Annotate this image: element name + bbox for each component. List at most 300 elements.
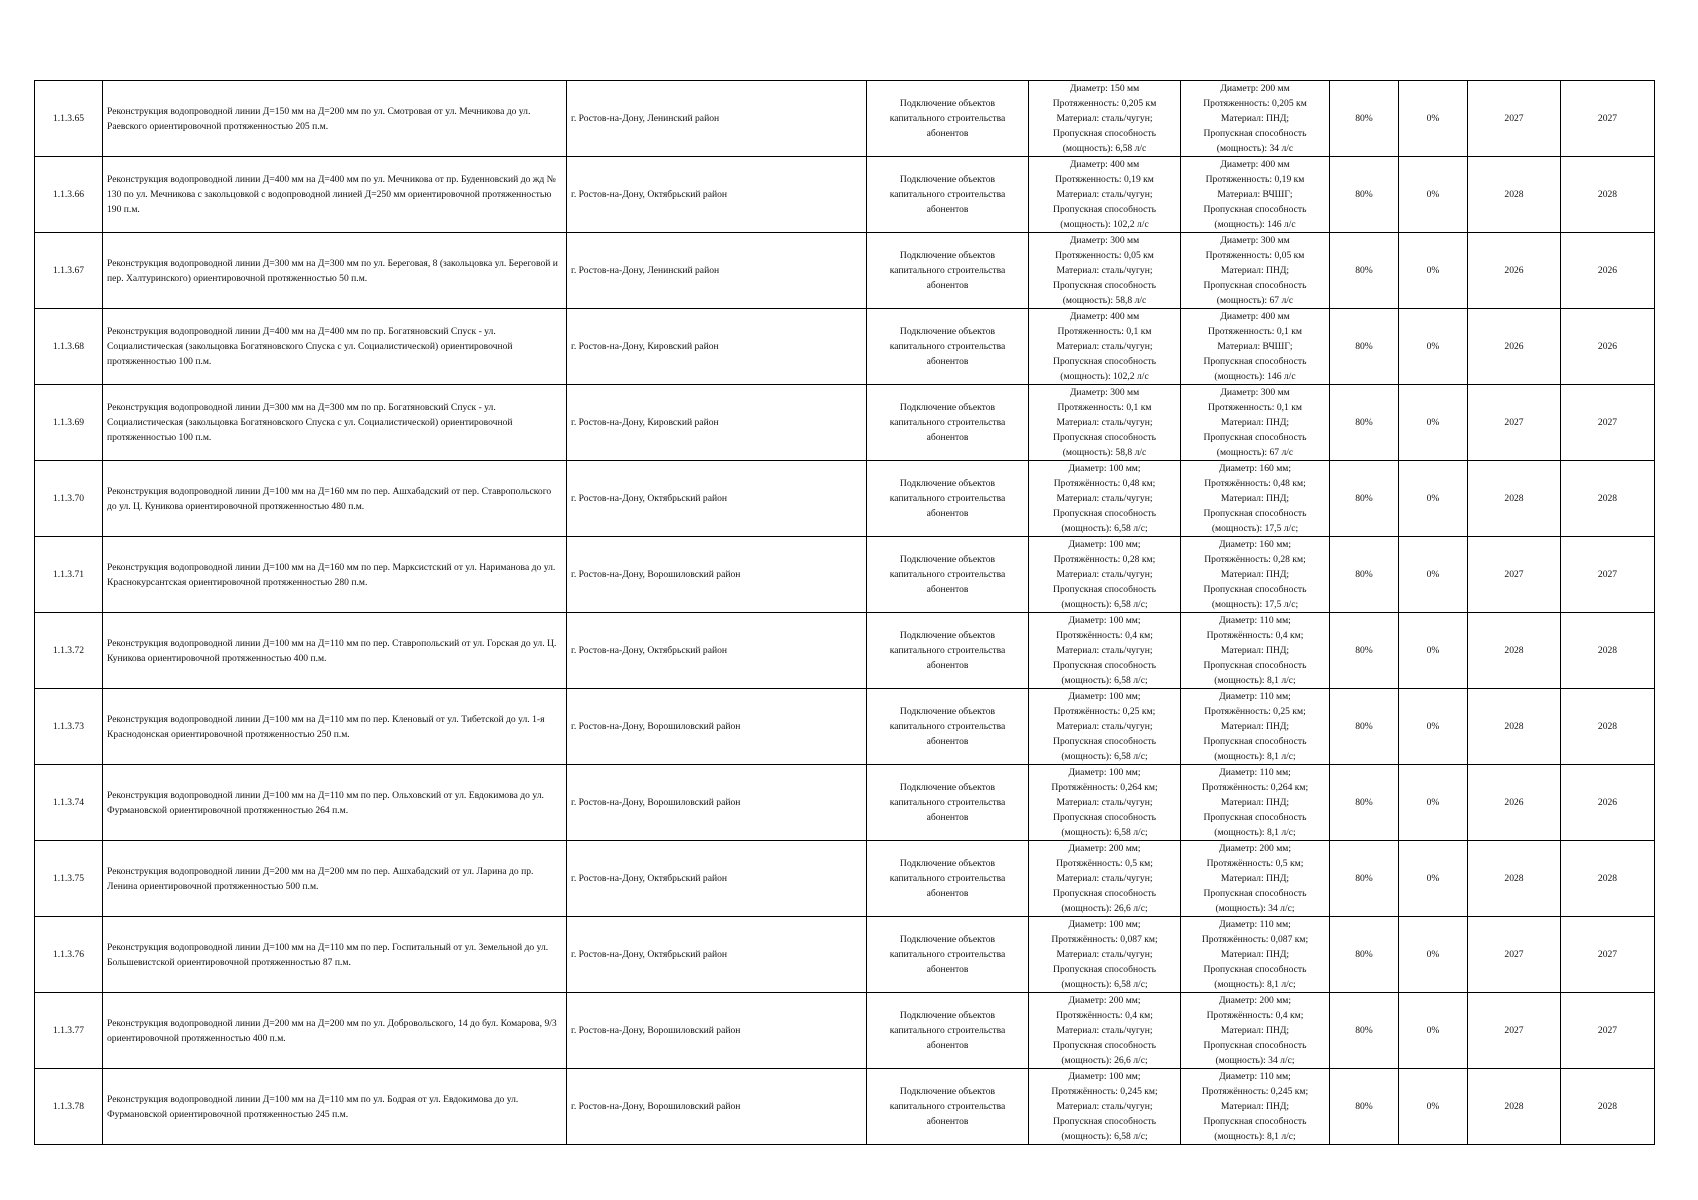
- spec-line: Материал: сталь/чугун;: [1056, 341, 1153, 352]
- year-start: 2026: [1468, 309, 1561, 385]
- spec-line: Диаметр: 110 мм;: [1219, 691, 1291, 702]
- project-name: Реконструкция водопроводной линии Д=200 мм на Д=200 мм по пер. Ашхабадский от ул. Ларина до пр. Ленина ориентировочной протяженностью 500 п.м.: [103, 841, 567, 917]
- spec-line: (мощность): 6,58 л/с;: [1061, 523, 1148, 534]
- spec-line: Протяжённость: 0,48 км;: [1204, 478, 1306, 489]
- wear-after: 0%: [1399, 765, 1468, 841]
- spec-line: (мощность): 58,8 л/с: [1062, 295, 1147, 306]
- spec-line: Диаметр: 110 мм;: [1219, 1071, 1291, 1082]
- purpose-line: Подключение объектов: [899, 326, 996, 337]
- spec-line: Пропускная способность: [1203, 128, 1307, 139]
- spec-line: Пропускная способность: [1053, 736, 1156, 747]
- spec-after: [1181, 1069, 1330, 1145]
- spec-line: (мощность): 146 л/с: [1214, 219, 1296, 230]
- spec-line: Пропускная способность: [1053, 584, 1156, 595]
- spec-after: [1181, 233, 1330, 309]
- spec-after: [1181, 81, 1330, 157]
- spec-line: Протяжённость: 0,5 км;: [1206, 858, 1304, 869]
- project-name: Реконструкция водопроводной линии Д=150 мм на Д=200 мм по ул. Смотровая от ул. Мечникова до ул. Раевского ориентировочной протяженностью 205 п.м.: [103, 81, 567, 157]
- project-location: г. Ростов-на-Дону, Ворошиловский район: [567, 1069, 867, 1145]
- purpose-line: Подключение объектов: [899, 1086, 996, 1097]
- spec-line: Протяжённость: 0,28 км;: [1204, 554, 1306, 565]
- spec-line: (мощность): 67 л/с: [1216, 295, 1294, 306]
- spec-after: [1181, 537, 1330, 613]
- project-location: г. Ростов-на-Дону, Ворошиловский район: [567, 765, 867, 841]
- spec-line: Пропускная способность: [1053, 1040, 1156, 1051]
- wear-after: 0%: [1399, 537, 1468, 613]
- row-number: 1.1.3.77: [35, 993, 103, 1069]
- spec-line: Диаметр: 100 мм;: [1068, 1071, 1141, 1082]
- purpose-line: Подключение объектов: [899, 630, 996, 641]
- spec-line: Материал: ВЧШГ;: [1217, 341, 1293, 352]
- spec-line: Диаметр: 400 мм: [1069, 159, 1140, 170]
- year-start: 2028: [1468, 841, 1561, 917]
- purpose-line: Подключение объектов: [899, 174, 996, 185]
- spec-line: Пропускная способность: [1053, 356, 1156, 367]
- purpose-line: Подключение объектов: [899, 1010, 996, 1021]
- spec-line: Диаметр: 300 мм: [1220, 387, 1290, 398]
- spec-line: Пропускная способность: [1203, 508, 1307, 519]
- wear-after: 0%: [1399, 1069, 1468, 1145]
- wear-after: 0%: [1399, 613, 1468, 689]
- row-number: 1.1.3.75: [35, 841, 103, 917]
- spec-line: Диаметр: 110 мм;: [1219, 767, 1291, 778]
- spec-line: (мощность): 34 л/с;: [1215, 1055, 1295, 1066]
- spec-before: [1029, 309, 1181, 385]
- spec-line: (мощность): 6,58 л/с;: [1061, 675, 1148, 686]
- table-row: [35, 81, 1655, 157]
- project-purpose: [867, 157, 1029, 233]
- purpose-line: абонентов: [926, 204, 969, 215]
- project-location: г. Ростов-на-Дону, Октябрьский район: [567, 841, 867, 917]
- spec-line: Диаметр: 110 мм;: [1219, 615, 1291, 626]
- spec-line: (мощность): 17,5 л/с;: [1211, 599, 1299, 610]
- spec-line: (мощность): 67 л/с: [1216, 447, 1294, 458]
- year-start: 2026: [1468, 765, 1561, 841]
- purpose-line: абонентов: [926, 128, 969, 139]
- year-start: 2026: [1468, 233, 1561, 309]
- spec-line: Материал: ПНД;: [1220, 1025, 1290, 1036]
- spec-line: Материал: ПНД;: [1220, 873, 1290, 884]
- row-number: 1.1.3.65: [35, 81, 103, 157]
- row-number: 1.1.3.70: [35, 461, 103, 537]
- purpose-line: капитального строительства: [889, 645, 1006, 656]
- project-purpose: [867, 537, 1029, 613]
- spec-line: Протяжённость: 0,48 км;: [1053, 478, 1156, 489]
- wear-before: 80%: [1330, 233, 1399, 309]
- purpose-line: Подключение объектов: [899, 934, 996, 945]
- spec-line: Пропускная способность: [1203, 1116, 1307, 1127]
- year-end: 2027: [1561, 385, 1655, 461]
- project-name: Реконструкция водопроводной линии Д=100 мм на Д=110 мм по пер. Кленовый от ул. Тибетской до ул. 1-я Краснодонская ориентировочной протяженностью 250 п.м.: [103, 689, 567, 765]
- purpose-line: капитального строительства: [889, 265, 1006, 276]
- wear-before: 80%: [1330, 81, 1399, 157]
- purpose-line: абонентов: [926, 1040, 969, 1051]
- year-start: 2028: [1468, 157, 1561, 233]
- spec-line: Пропускная способность: [1053, 204, 1156, 215]
- spec-line: Пропускная способность: [1053, 888, 1156, 899]
- purpose-line: Подключение объектов: [899, 706, 996, 717]
- spec-line: Материал: сталь/чугун;: [1056, 417, 1153, 428]
- spec-line: Протяженность: 0,19 км: [1205, 174, 1305, 185]
- spec-line: Материал: сталь/чугун;: [1056, 721, 1153, 732]
- spec-before: [1029, 917, 1181, 993]
- purpose-line: абонентов: [926, 888, 969, 899]
- purpose-line: абонентов: [926, 356, 969, 367]
- wear-before: 80%: [1330, 385, 1399, 461]
- spec-line: Протяженность: 0,1 км: [1057, 402, 1152, 413]
- purpose-line: абонентов: [926, 508, 969, 519]
- year-end: 2027: [1561, 993, 1655, 1069]
- spec-line: Материал: ПНД;: [1220, 1101, 1290, 1112]
- purpose-line: Подключение объектов: [899, 858, 996, 869]
- spec-line: Пропускная способность: [1203, 660, 1307, 671]
- spec-line: Протяжённость: 0,264 км;: [1201, 782, 1309, 793]
- spec-before: [1029, 157, 1181, 233]
- wear-after: 0%: [1399, 157, 1468, 233]
- spec-line: Материал: сталь/чугун;: [1056, 265, 1153, 276]
- table-row: [35, 309, 1655, 385]
- spec-line: Диаметр: 300 мм: [1220, 235, 1290, 246]
- table-row: [35, 1069, 1655, 1145]
- project-location: г. Ростов-на-Дону, Ворошиловский район: [567, 689, 867, 765]
- row-number: 1.1.3.71: [35, 537, 103, 613]
- row-number: 1.1.3.74: [35, 765, 103, 841]
- year-start: 2027: [1468, 81, 1561, 157]
- project-name: Реконструкция водопроводной линии Д=400 мм на Д=400 мм по пр. Богатяновский Спуск - ул. Социалистическая (закольцовка Богатяновского Спуска с ул. Социалистической) ориентировочной протяженностью 100 п.м.: [103, 309, 567, 385]
- row-number: 1.1.3.69: [35, 385, 103, 461]
- project-purpose: [867, 993, 1029, 1069]
- year-start: 2027: [1468, 537, 1561, 613]
- year-start: 2028: [1468, 1069, 1561, 1145]
- spec-line: Протяженность: 0,05 км: [1205, 250, 1305, 261]
- spec-line: Материал: сталь/чугун;: [1056, 493, 1153, 504]
- purpose-line: капитального строительства: [889, 1025, 1006, 1036]
- table-row: [35, 993, 1655, 1069]
- spec-line: Материал: сталь/чугун;: [1056, 1101, 1153, 1112]
- table-row: [35, 765, 1655, 841]
- spec-line: (мощность): 102,2 л/с: [1060, 371, 1149, 382]
- spec-line: (мощность): 6,58 л/с;: [1061, 979, 1148, 990]
- wear-before: 80%: [1330, 537, 1399, 613]
- spec-line: Протяжённость: 0,245 км;: [1051, 1086, 1158, 1097]
- spec-line: Пропускная способность: [1203, 204, 1307, 215]
- spec-line: (мощность): 58,8 л/с: [1062, 447, 1147, 458]
- wear-before: 80%: [1330, 461, 1399, 537]
- spec-line: Диаметр: 100 мм;: [1068, 691, 1141, 702]
- purpose-line: капитального строительства: [889, 341, 1006, 352]
- spec-line: (мощность): 17,5 л/с;: [1211, 523, 1299, 534]
- spec-line: Пропускная способность: [1053, 508, 1156, 519]
- spec-line: (мощность): 8,1 л/с;: [1214, 827, 1296, 838]
- spec-line: Диаметр: 100 мм;: [1068, 919, 1141, 930]
- project-purpose: [867, 309, 1029, 385]
- spec-line: (мощность): 8,1 л/с;: [1214, 675, 1296, 686]
- spec-line: (мощность): 6,58 л/с;: [1061, 751, 1148, 762]
- spec-line: Пропускная способность: [1053, 280, 1156, 291]
- spec-line: Диаметр: 300 мм: [1069, 235, 1140, 246]
- spec-line: Материал: ПНД;: [1220, 493, 1290, 504]
- spec-line: Протяжённость: 0,4 км;: [1056, 1010, 1153, 1021]
- spec-line: (мощность): 6,58 л/с;: [1061, 1131, 1148, 1142]
- spec-line: (мощность): 8,1 л/с;: [1214, 751, 1296, 762]
- project-location: г. Ростов-на-Дону, Кировский район: [567, 309, 867, 385]
- year-end: 2026: [1561, 765, 1655, 841]
- spec-line: Материал: сталь/чугун;: [1056, 569, 1153, 580]
- spec-line: Протяжённость: 0,245 км;: [1201, 1086, 1309, 1097]
- row-number: 1.1.3.66: [35, 157, 103, 233]
- project-purpose: [867, 917, 1029, 993]
- purpose-line: абонентов: [926, 584, 969, 595]
- table-row: [35, 537, 1655, 613]
- spec-line: Диаметр: 200 мм;: [1068, 995, 1141, 1006]
- spec-line: Диаметр: 100 мм;: [1068, 463, 1141, 474]
- wear-after: 0%: [1399, 461, 1468, 537]
- spec-line: Диаметр: 200 мм;: [1218, 843, 1292, 854]
- project-location: г. Ростов-на-Дону, Октябрьский район: [567, 157, 867, 233]
- spec-line: Протяжённость: 0,087 км;: [1201, 934, 1309, 945]
- spec-line: Материал: ПНД;: [1220, 949, 1290, 960]
- spec-line: Диаметр: 160 мм;: [1218, 463, 1292, 474]
- row-number: 1.1.3.67: [35, 233, 103, 309]
- project-location: г. Ростов-на-Дону, Ворошиловский район: [567, 537, 867, 613]
- spec-after: [1181, 309, 1330, 385]
- table-row: [35, 385, 1655, 461]
- spec-line: Диаметр: 300 мм: [1069, 387, 1140, 398]
- wear-before: 80%: [1330, 841, 1399, 917]
- purpose-line: абонентов: [926, 964, 969, 975]
- spec-before: [1029, 765, 1181, 841]
- spec-line: Пропускная способность: [1203, 280, 1307, 291]
- spec-line: Пропускная способность: [1053, 432, 1156, 443]
- row-number: 1.1.3.76: [35, 917, 103, 993]
- wear-after: 0%: [1399, 81, 1468, 157]
- spec-before: [1029, 1069, 1181, 1145]
- table-row: [35, 689, 1655, 765]
- spec-line: Протяженность: 0,1 км: [1208, 326, 1302, 337]
- spec-line: Протяженность: 0,205 км: [1052, 98, 1157, 109]
- spec-line: Диаметр: 100 мм;: [1068, 767, 1141, 778]
- purpose-line: абонентов: [926, 432, 969, 443]
- spec-line: Материал: сталь/чугун;: [1056, 189, 1153, 200]
- wear-before: 80%: [1330, 1069, 1399, 1145]
- spec-line: (мощность): 146 л/с: [1214, 371, 1296, 382]
- spec-line: Диаметр: 400 мм: [1220, 159, 1290, 170]
- reconstruction-table: [34, 80, 1655, 1145]
- row-number: 1.1.3.73: [35, 689, 103, 765]
- spec-line: Материал: ВЧШГ;: [1217, 189, 1293, 200]
- spec-line: Диаметр: 200 мм;: [1218, 995, 1292, 1006]
- year-end: 2028: [1561, 1069, 1655, 1145]
- project-purpose: [867, 233, 1029, 309]
- purpose-line: абонентов: [926, 280, 969, 291]
- spec-before: [1029, 689, 1181, 765]
- year-start: 2028: [1468, 613, 1561, 689]
- spec-line: Протяженность: 0,05 км: [1055, 250, 1154, 261]
- project-name: Реконструкция водопроводной линии Д=100 мм на Д=160 мм по пер. Марксистский от ул. Нариманова до ул. Краснокурсантская ориентировочной протяженностью 280 п.м.: [103, 537, 567, 613]
- year-start: 2028: [1468, 461, 1561, 537]
- table-body: [35, 81, 1655, 1145]
- year-end: 2028: [1561, 157, 1655, 233]
- spec-line: (мощность): 6,58 л/с: [1062, 143, 1147, 154]
- spec-before: [1029, 841, 1181, 917]
- project-purpose: [867, 81, 1029, 157]
- spec-line: Протяжённость: 0,087 км;: [1051, 934, 1158, 945]
- purpose-line: капитального строительства: [889, 417, 1006, 428]
- spec-line: Протяжённость: 0,4 км;: [1206, 1010, 1304, 1021]
- purpose-line: Подключение объектов: [899, 554, 996, 565]
- spec-line: Материал: ПНД;: [1220, 265, 1290, 276]
- spec-line: Материал: сталь/чугун;: [1056, 113, 1153, 124]
- project-name: Реконструкция водопроводной линии Д=100 мм на Д=110 мм по пер. Госпитальный от ул. Земельной до ул. Большевистской ориентировочной протяженностью 87 п.м.: [103, 917, 567, 993]
- spec-line: Материал: ПНД;: [1220, 113, 1290, 124]
- spec-before: [1029, 613, 1181, 689]
- wear-after: 0%: [1399, 993, 1468, 1069]
- year-end: 2028: [1561, 613, 1655, 689]
- year-end: 2027: [1561, 917, 1655, 993]
- row-number: 1.1.3.78: [35, 1069, 103, 1145]
- spec-line: Пропускная способность: [1203, 584, 1307, 595]
- wear-after: 0%: [1399, 689, 1468, 765]
- year-end: 2028: [1561, 689, 1655, 765]
- table-row: [35, 613, 1655, 689]
- spec-line: Пропускная способность: [1053, 128, 1156, 139]
- spec-before: [1029, 385, 1181, 461]
- project-purpose: [867, 841, 1029, 917]
- spec-line: Пропускная способность: [1203, 736, 1307, 747]
- wear-before: 80%: [1330, 613, 1399, 689]
- spec-line: Материал: сталь/чугун;: [1056, 797, 1153, 808]
- spec-line: (мощность): 8,1 л/с;: [1214, 1131, 1296, 1142]
- table-row: [35, 461, 1655, 537]
- wear-before: 80%: [1330, 157, 1399, 233]
- project-name: Реконструкция водопроводной линии Д=100 мм на Д=110 мм по пер. Ставропольский от ул. Горская до ул. Ц. Куникова ориентировочной протяженностью 400 п.м.: [103, 613, 567, 689]
- wear-after: 0%: [1399, 233, 1468, 309]
- purpose-line: капитального строительства: [889, 721, 1006, 732]
- spec-line: (мощность): 34 л/с: [1216, 143, 1294, 154]
- year-end: 2028: [1561, 841, 1655, 917]
- spec-line: (мощность): 34 л/с;: [1215, 903, 1295, 914]
- project-location: г. Ростов-на-Дону, Ворошиловский район: [567, 993, 867, 1069]
- project-name: Реконструкция водопроводной линии Д=100 мм на Д=110 мм по ул. Бодрая от ул. Евдокимова до ул. Фурмановской ориентировочной протяженностью 245 п.м.: [103, 1069, 567, 1145]
- year-end: 2027: [1561, 537, 1655, 613]
- spec-line: Протяжённость: 0,25 км;: [1053, 706, 1156, 717]
- spec-line: (мощность): 6,58 л/с;: [1061, 599, 1148, 610]
- spec-after: [1181, 993, 1330, 1069]
- spec-line: Пропускная способность: [1053, 1116, 1156, 1127]
- purpose-line: капитального строительства: [889, 1101, 1006, 1112]
- purpose-line: Подключение объектов: [899, 98, 996, 109]
- spec-after: [1181, 461, 1330, 537]
- project-purpose: [867, 461, 1029, 537]
- spec-line: Материал: сталь/чугун;: [1056, 873, 1153, 884]
- purpose-line: капитального строительства: [889, 873, 1006, 884]
- purpose-line: абонентов: [926, 660, 969, 671]
- wear-after: 0%: [1399, 385, 1468, 461]
- spec-line: Протяжённость: 0,25 км;: [1204, 706, 1306, 717]
- spec-line: Диаметр: 150 мм: [1069, 83, 1140, 94]
- spec-line: Протяжённость: 0,28 км;: [1053, 554, 1156, 565]
- purpose-line: капитального строительства: [889, 493, 1006, 504]
- purpose-line: капитального строительства: [889, 113, 1006, 124]
- project-purpose: [867, 765, 1029, 841]
- project-location: г. Ростов-на-Дону, Октябрьский район: [567, 461, 867, 537]
- spec-after: [1181, 157, 1330, 233]
- spec-after: [1181, 385, 1330, 461]
- spec-line: (мощность): 6,58 л/с;: [1061, 827, 1148, 838]
- spec-line: Материал: ПНД;: [1220, 645, 1290, 656]
- year-end: 2026: [1561, 309, 1655, 385]
- wear-before: 80%: [1330, 309, 1399, 385]
- spec-line: Пропускная способность: [1053, 660, 1156, 671]
- purpose-line: капитального строительства: [889, 949, 1006, 960]
- project-location: г. Ростов-на-Дону, Ленинский район: [567, 81, 867, 157]
- spec-line: Протяжённость: 0,5 км;: [1056, 858, 1153, 869]
- year-end: 2027: [1561, 81, 1655, 157]
- spec-line: Протяжённость: 0,4 км;: [1206, 630, 1304, 641]
- project-purpose: [867, 613, 1029, 689]
- spec-before: [1029, 81, 1181, 157]
- year-start: 2028: [1468, 689, 1561, 765]
- spec-line: Пропускная способность: [1203, 812, 1307, 823]
- spec-line: Материал: ПНД;: [1220, 797, 1290, 808]
- project-name: Реконструкция водопроводной линии Д=300 мм на Д=300 мм по ул. Береговая, 8 (закольцовка ул. Береговой и пер. Халтуринского) ориентировочной протяженностью 50 п.м.: [103, 233, 567, 309]
- purpose-line: абонентов: [926, 1116, 969, 1127]
- year-start: 2027: [1468, 993, 1561, 1069]
- project-purpose: [867, 689, 1029, 765]
- wear-before: 80%: [1330, 765, 1399, 841]
- purpose-line: капитального строительства: [889, 569, 1006, 580]
- wear-after: 0%: [1399, 917, 1468, 993]
- spec-before: [1029, 537, 1181, 613]
- purpose-line: Подключение объектов: [899, 478, 996, 489]
- spec-line: Диаметр: 160 мм;: [1218, 539, 1292, 550]
- spec-line: Материал: сталь/чугун;: [1056, 949, 1153, 960]
- table-row: [35, 917, 1655, 993]
- project-purpose: [867, 385, 1029, 461]
- spec-before: [1029, 993, 1181, 1069]
- year-end: 2028: [1561, 461, 1655, 537]
- spec-before: [1029, 233, 1181, 309]
- year-end: 2026: [1561, 233, 1655, 309]
- wear-before: 80%: [1330, 993, 1399, 1069]
- spec-line: (мощность): 8,1 л/с;: [1214, 979, 1296, 990]
- spec-line: Пропускная способность: [1053, 964, 1156, 975]
- spec-after: [1181, 917, 1330, 993]
- spec-line: Материал: ПНД;: [1220, 569, 1290, 580]
- spec-line: Протяженность: 0,19 км: [1055, 174, 1154, 185]
- wear-after: 0%: [1399, 309, 1468, 385]
- spec-line: (мощность): 102,2 л/с: [1060, 219, 1149, 230]
- spec-line: Диаметр: 200 мм;: [1068, 843, 1141, 854]
- table-row: [35, 841, 1655, 917]
- spec-line: Пропускная способность: [1203, 964, 1307, 975]
- project-location: г. Ростов-на-Дону, Кировский район: [567, 385, 867, 461]
- spec-after: [1181, 765, 1330, 841]
- project-location: г. Ростов-на-Дону, Октябрьский район: [567, 917, 867, 993]
- project-name: Реконструкция водопроводной линии Д=100 мм на Д=160 мм по пер. Ашхабадский от пер. Ставропольского до ул. Ц. Куникова ориентировочной протяженностью 480 п.м.: [103, 461, 567, 537]
- wear-before: 80%: [1330, 917, 1399, 993]
- spec-line: Материал: сталь/чугун;: [1056, 1025, 1153, 1036]
- purpose-line: Подключение объектов: [899, 782, 996, 793]
- spec-line: Пропускная способность: [1203, 1040, 1307, 1051]
- table-row: [35, 157, 1655, 233]
- purpose-line: капитального строительства: [889, 797, 1006, 808]
- spec-line: Диаметр: 200 мм: [1220, 83, 1290, 94]
- spec-line: Диаметр: 400 мм: [1220, 311, 1290, 322]
- spec-line: Пропускная способность: [1053, 812, 1156, 823]
- spec-line: Пропускная способность: [1203, 432, 1307, 443]
- wear-before: 80%: [1330, 689, 1399, 765]
